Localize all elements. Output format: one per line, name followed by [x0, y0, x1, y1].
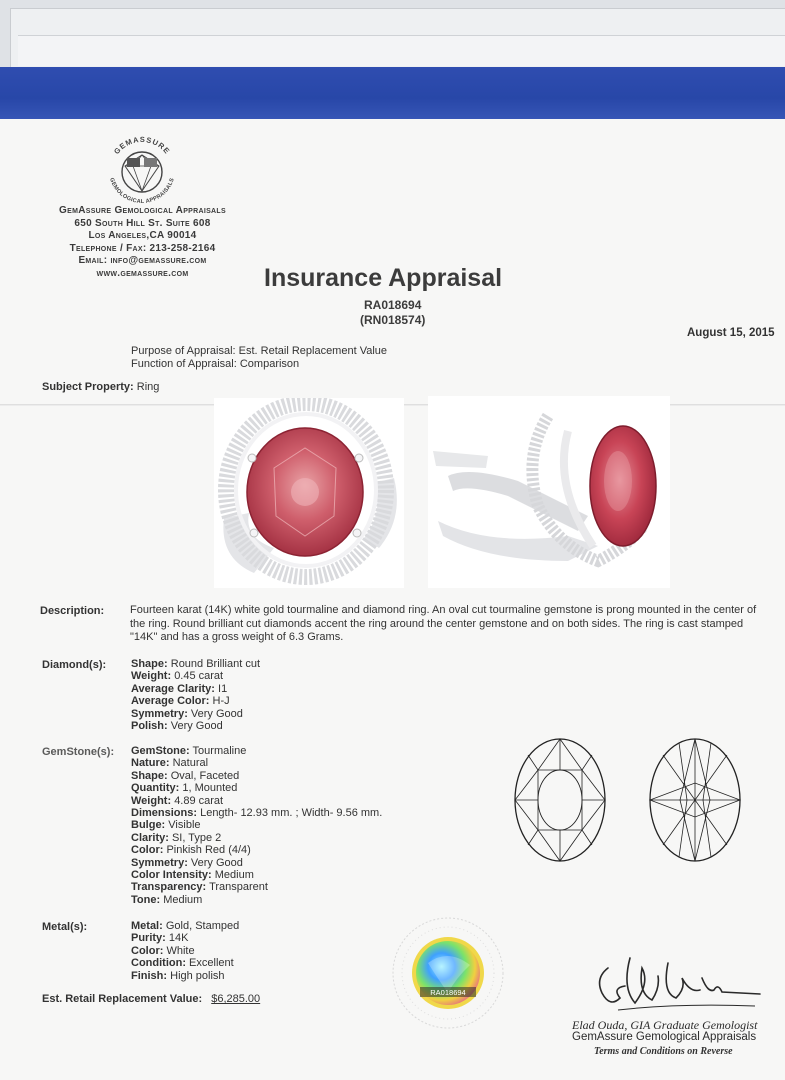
spec-row — [131, 720, 260, 732]
spec-row — [131, 844, 382, 856]
company-name: GemAssure Gemological Appraisals — [59, 205, 226, 216]
hologram-seal — [378, 913, 518, 1033]
spec-value: High polish — [170, 969, 225, 982]
subject-line — [42, 381, 159, 393]
spec-key: Polish: — [131, 720, 168, 733]
subject-value: Ring — [136, 381, 160, 393]
spec-row — [131, 695, 260, 707]
estimated-value-line — [42, 993, 260, 1005]
spec-key: Color Intensity: — [131, 869, 212, 882]
spec-row — [131, 670, 260, 682]
spec-row — [131, 970, 239, 982]
spec-key: Metal: — [131, 920, 163, 932]
company-address1: 650 South Hill St. Suite 608 — [74, 217, 211, 229]
spec-value: Gold, Stamped — [165, 920, 240, 932]
sheet-edge-lower — [18, 35, 785, 66]
spec-key: Shape: — [131, 769, 168, 782]
metals-label: Metal(s): — [42, 921, 88, 933]
spec-key: Purity: — [131, 932, 166, 945]
oval-crown-diagram — [510, 735, 610, 865]
purpose-line — [131, 345, 387, 357]
scanned-page-edge — [0, 0, 785, 70]
spec-key: Finish: — [131, 969, 168, 982]
spec-row — [131, 957, 239, 969]
spec-row — [131, 795, 382, 807]
spec-key: Clarity: — [131, 831, 169, 844]
spec-row — [131, 782, 382, 794]
estimated-value: $6,285.00 — [211, 993, 261, 1005]
gemologist-name: Elad Ouda, GIA Graduate Gemologist — [572, 1018, 758, 1032]
spec-value: White — [166, 944, 195, 957]
spec-key: Transparency: — [131, 881, 207, 894]
spec-value: Very Good — [190, 856, 243, 869]
svg-text:GEMASSURE — [112, 135, 172, 156]
spec-key: Condition: — [131, 957, 186, 970]
estimated-value-label: Est. Retail Replacement Value: — [42, 993, 203, 1005]
spec-row — [131, 807, 382, 819]
spec-key: Shape: — [131, 658, 168, 670]
ring-photo-side — [428, 396, 670, 588]
document-title: Insurance Appraisal — [264, 264, 503, 292]
spec-value: Length- 12.93 mm. ; Width- 9.56 mm. — [200, 807, 383, 820]
purpose-value: Est. Retail Replacement Value — [238, 345, 388, 357]
spec-value: Very Good — [170, 720, 223, 733]
spec-row — [131, 881, 382, 893]
subject-label: Subject Property: — [42, 381, 134, 393]
hologram-code: RA018694 — [430, 988, 466, 997]
spec-row — [131, 683, 260, 695]
spec-key: Nature: — [131, 757, 170, 770]
spec-key: Weight: — [131, 794, 172, 807]
gemstone-label: GemStone(s): — [42, 746, 115, 758]
gemologist-signature — [590, 948, 765, 1018]
gemstone-specs — [131, 745, 382, 906]
spec-value: 4.89 carat — [174, 794, 224, 807]
spec-row — [131, 920, 239, 932]
spec-value: Very Good — [190, 707, 243, 720]
spec-value: 1, Mounted — [182, 782, 238, 795]
spec-value: Transparent — [209, 881, 268, 894]
spec-row — [131, 708, 260, 720]
spec-row — [131, 857, 382, 869]
spec-row — [131, 945, 239, 957]
spec-row — [131, 819, 382, 831]
description-text: Fourteen karat (14K) white gold tourmaline and diamond ring. An oval cut tourmaline gemstone is prong mounted in the center of the ring. Round brilliant cut diamonds accent the ring around the center gemstone and on both sides. The ring is cast stamped "14K" and has a gross weight of 6.3 Grams. — [130, 604, 757, 643]
function-value: Comparison — [239, 358, 300, 370]
diamonds-label: Diamond(s): — [42, 659, 107, 671]
spec-key: Average Clarity: — [131, 682, 215, 695]
spec-key: Color: — [131, 844, 164, 857]
spec-value: I1 — [218, 682, 228, 695]
spec-row — [131, 894, 382, 906]
company-address-block — [20, 205, 265, 281]
description-label: Description: — [40, 605, 105, 617]
function-line — [131, 358, 299, 370]
metal-specs — [131, 920, 239, 982]
spec-value: Medium — [163, 893, 203, 906]
spec-key: Quantity: — [131, 782, 180, 795]
spec-value: Natural — [172, 757, 209, 770]
spec-value: Oval, Faceted — [170, 769, 240, 782]
logo-text-bottom: GEMOLOGICAL APPRAISALS — [108, 177, 176, 206]
purpose-label: Purpose of Appraisal: — [131, 345, 236, 357]
spec-row — [131, 658, 260, 670]
spec-value: Excellent — [189, 957, 234, 970]
spec-value: Medium — [214, 869, 254, 882]
spec-value: Round Brilliant cut — [170, 658, 261, 670]
company-phone: Telephone / Fax: 213-258-2164 — [69, 242, 216, 254]
spec-key: Symmetry: — [131, 856, 188, 869]
logo-text-top: GEMASSURE — [112, 134, 172, 156]
spec-key: Symmetry: — [131, 707, 188, 720]
spec-key: Dimensions: — [131, 807, 198, 820]
gemassure-logo-icon — [103, 133, 181, 211]
company-email: Email: info@gemassure.com — [78, 255, 207, 267]
spec-value: SI, Type 2 — [171, 831, 222, 844]
spec-row — [131, 869, 382, 881]
spec-value: Visible — [168, 819, 201, 832]
spec-value: H-J — [212, 695, 230, 708]
spec-row — [131, 770, 382, 782]
gemologist-organization: GemAssure Gemological Appraisals — [572, 1031, 757, 1043]
spec-row — [131, 832, 382, 844]
spec-key: Tone: — [131, 893, 161, 906]
appraisal-number: RA018694 — [364, 298, 422, 312]
spec-row — [131, 757, 382, 769]
terms-note: Terms and Conditions on Reverse — [594, 1046, 733, 1057]
spec-key: Bulge: — [131, 819, 166, 832]
blue-header-band — [0, 67, 785, 119]
spec-row — [131, 932, 239, 944]
spec-key: Average Color: — [131, 695, 210, 708]
spec-key: Weight: — [131, 670, 172, 683]
spec-key: GemStone: — [131, 745, 190, 757]
reference-number: (RN018574) — [360, 313, 426, 327]
spec-value: 14K — [168, 932, 189, 945]
spec-row — [131, 745, 382, 757]
spec-value: Tourmaline — [192, 745, 247, 757]
spec-value: 0.45 carat — [174, 670, 224, 683]
company-address2: Los Angeles,CA 90014 — [88, 230, 197, 242]
function-label: Function of Appraisal: — [131, 358, 237, 370]
company-website: www.gemassure.com — [96, 267, 189, 279]
spec-key: Color: — [131, 944, 164, 957]
ring-photo-front — [214, 398, 404, 588]
oval-pavilion-diagram — [645, 735, 745, 865]
spec-value: Pinkish Red (4/4) — [166, 844, 251, 857]
appraisal-date: August 15, 2015 — [687, 327, 775, 339]
diamonds-specs — [131, 658, 260, 732]
